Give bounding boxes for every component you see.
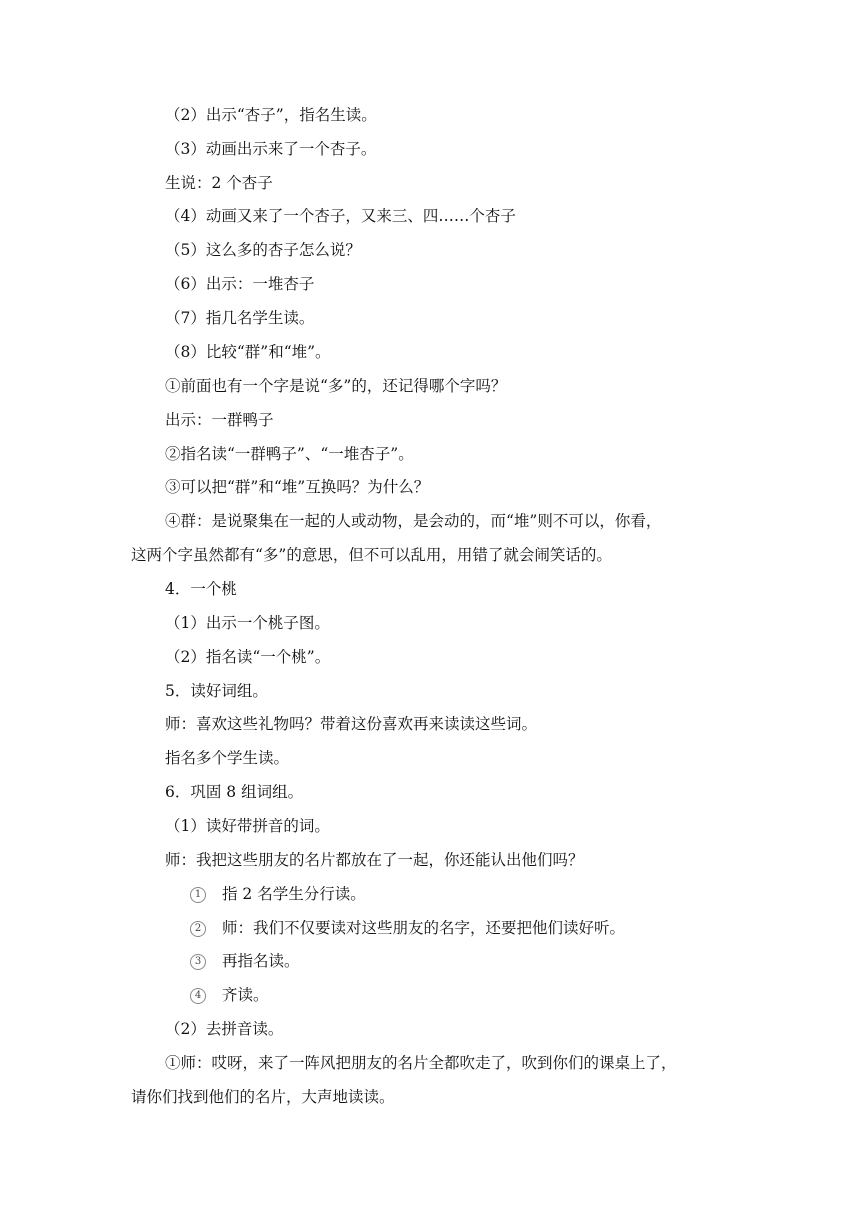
text-line: （2）去拼音读。 [165, 1020, 284, 1038]
circled-number-marker: 4 [190, 988, 206, 1004]
text-line: （6）出示：一堆杏子 [165, 275, 315, 293]
circled-number-marker: 1 [190, 887, 206, 903]
text-line: （7）指几名学生读。 [165, 309, 315, 327]
numbered-item-text: 齐读。 [222, 986, 269, 1004]
text-line: 请你们找到他们的名片，大声地读读。 [131, 1088, 395, 1106]
text-line: （2）出示“杏子”，指名生读。 [165, 106, 377, 124]
text-line: ①前面也有一个字是说“多”的，还记得哪个字吗？ [165, 377, 507, 395]
text-line: 5．读好词组。 [165, 682, 268, 700]
circled-number-marker: 3 [190, 954, 206, 970]
text-line: ③可以把“群”和“堆”互换吗？为什么？ [165, 478, 430, 496]
text-line: （3）动画出示来了一个杏子。 [165, 140, 377, 158]
text-line: （1）出示一个桃子图。 [165, 614, 330, 632]
text-line: ②指名读“一群鸭子”、“一堆杏子”。 [165, 445, 414, 463]
numbered-item-text: 师：我们不仅要读对这些朋友的名字，还要把他们读好听。 [222, 919, 626, 937]
text-line: （1）读好带拼音的词。 [165, 817, 330, 835]
text-line: 指名多个学生读。 [165, 749, 290, 767]
text-line: 6．巩固 8 组词组。 [165, 783, 304, 801]
text-line: ④群：是说聚集在一起的人或动物，是会动的，而“堆”则不可以，你看， [165, 512, 662, 530]
numbered-item-text: 再指名读。 [222, 952, 300, 970]
text-line: （5）这么多的杏子怎么说？ [165, 241, 361, 259]
circled-number-marker: 2 [190, 921, 206, 937]
text-line: （2）指名读“一个桃”。 [165, 648, 331, 666]
text-line: 生说：2 个杏子 [165, 174, 273, 192]
numbered-item [190, 985, 269, 1005]
text-line: （8）比较“群”和“堆”。 [165, 343, 331, 361]
numbered-item [190, 951, 300, 971]
numbered-item-text: 指 2 名学生分行读。 [222, 885, 366, 903]
numbered-item [190, 884, 366, 904]
text-line: 这两个字虽然都有“多”的意思，但不可以乱用，用错了就会闹笑话的。 [131, 546, 612, 564]
numbered-item [190, 918, 625, 938]
text-line: 师：喜欢这些礼物吗？带着这份喜欢再来读读这些词。 [165, 715, 538, 733]
text-line: 师：我把这些朋友的名片都放在了一起，你还能认出他们吗？ [165, 851, 584, 869]
text-line: 4．一个桃 [165, 580, 237, 598]
text-line: （4）动画又来了一个杏子，又来三、四……个杏子 [165, 207, 516, 225]
text-line: 出示：一群鸭子 [165, 411, 274, 429]
text-line: ①师：哎呀，来了一阵风把朋友的名片全都吹走了，吹到你们的课桌上了， [165, 1054, 677, 1072]
